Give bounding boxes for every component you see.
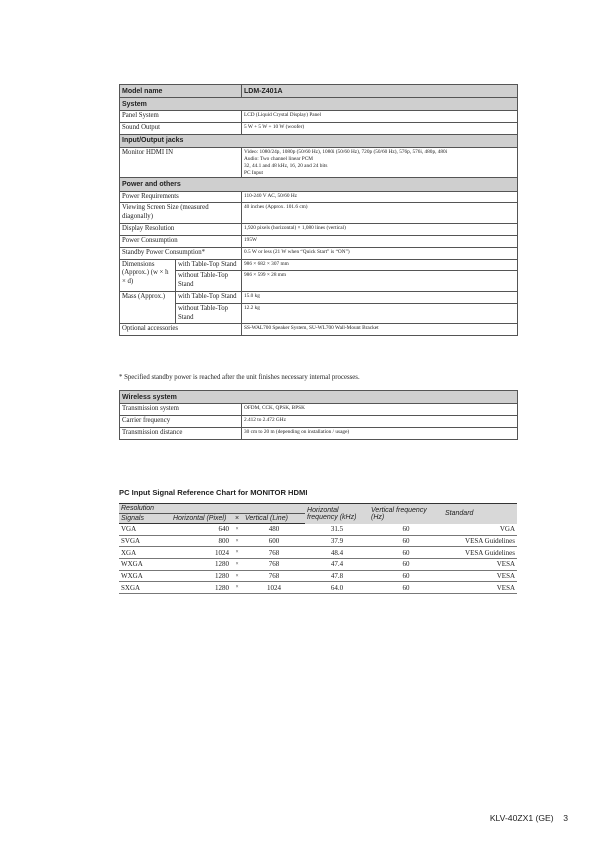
consumption-value: 195W — [242, 235, 518, 247]
optional-label: Optional accessories — [120, 324, 242, 336]
horizontal-frequency-cell: 47.8 — [330, 571, 344, 580]
page-number: 3 — [563, 813, 568, 823]
standard-cell: VESA — [496, 583, 516, 592]
times-cell: × — [235, 572, 239, 579]
table-row — [119, 582, 517, 594]
horizontal-pixel-cell: 640 — [218, 525, 229, 534]
dim-with-label: with Table-Top Stand — [176, 259, 242, 271]
viewing-label: Viewing Screen Size (measured diagonally) — [120, 203, 242, 224]
mass-without-row — [120, 303, 518, 324]
standard-cell: VESA Guidelines — [465, 548, 516, 557]
mass-without-label: without Table-Top Stand — [176, 303, 242, 324]
power-section — [120, 178, 518, 191]
times-cell: × — [235, 584, 239, 591]
req-value: 110-240 V AC, 50/60 Hz — [242, 191, 518, 203]
req-label: Power Requirements — [120, 191, 242, 203]
signal-cell: WXGA — [121, 571, 143, 580]
signal-cell: VGA — [121, 525, 137, 534]
optional-value: SS-WAL700 Speaker System, SU-WL700 Wall-Mount Bracket — [242, 324, 518, 336]
times-cell: × — [235, 561, 239, 568]
pc-chart-title: PC Input Signal Reference Chart for MONITOR HDMI — [119, 488, 308, 497]
dim-with-value: 986 × 682 × 307 mm — [242, 259, 518, 271]
freq-label: Carrier frequency — [120, 415, 242, 427]
vertical-line-cell: 600 — [268, 536, 280, 545]
tx-label: Transmission system — [120, 404, 242, 416]
hdmi-video: Video: 1080/24p, 1080p (50/60 Hz), 1080i (50/60 Hz), 720p (50/60 Hz), 576p, 576i, 480p, 480i — [244, 148, 448, 155]
viewing-row — [120, 203, 518, 224]
hdmi-row — [120, 147, 518, 178]
power-title: Power and others — [120, 178, 518, 191]
resolution-header: Resolution — [119, 504, 305, 514]
hdmi-pc-input: PC Input — [244, 169, 263, 176]
standby-label: Standby Power Consumption* — [120, 247, 242, 259]
standard-header: Standard — [443, 504, 517, 524]
standby-value: 0.5 W or less (21 W when “Quick Start” is “ON”) — [242, 247, 518, 259]
dist-label: Transmission distance — [120, 427, 242, 439]
display-label: Display Resolution — [120, 224, 242, 236]
vertical-line-cell: 768 — [268, 571, 280, 580]
horizontal-frequency-cell: 37.9 — [330, 536, 344, 545]
mass-with-row — [120, 291, 518, 303]
sound-label: Sound Output — [120, 123, 242, 135]
vertical-line-cell: 768 — [268, 560, 280, 569]
wireless-section — [120, 391, 518, 404]
horizontal-pixel-cell: 1280 — [215, 583, 229, 592]
system-section — [120, 98, 518, 111]
sound-value: 5 W + 5 W + 10 W (woofer) — [242, 123, 518, 135]
horizontal-pixel-cell: 1280 — [215, 560, 229, 569]
times-cell: × — [235, 526, 239, 533]
io-title: Input/Output jacks — [120, 134, 518, 147]
horizontal-pixel-cell: 800 — [218, 536, 229, 545]
consumption-row — [120, 235, 518, 247]
dim-without-label: without Table-Top Stand — [176, 271, 242, 292]
times-cell: × — [235, 537, 239, 544]
vertical-line-cell: 768 — [268, 548, 280, 557]
hdmi-value — [242, 147, 518, 178]
mass-without-value: 12.2 kg — [242, 303, 518, 324]
times-header: × — [231, 514, 243, 524]
standard-cell: VESA — [496, 560, 516, 569]
pc-signal-table — [119, 503, 517, 594]
panel-label: Panel System — [120, 111, 242, 123]
dimensions-label: Dimensions (Approx.) (w × h × d) — [120, 259, 176, 291]
horizontal-pixel-cell: 1024 — [215, 548, 229, 557]
vertical-frequency-cell: 60 — [402, 536, 410, 545]
times-cell: × — [235, 549, 239, 556]
display-value: 1,920 pixels (horizontal) × 1,080 lines (vertical) — [242, 224, 518, 236]
display-row — [120, 224, 518, 236]
signal-cell: WXGA — [121, 560, 143, 569]
dist-value: 30 cm to 20 m (depending on installation / usage) — [242, 427, 518, 439]
horizontal-frequency-cell: 48.4 — [330, 548, 344, 557]
system-title: System — [120, 98, 518, 111]
table-row — [119, 558, 517, 570]
signal-cell: SVGA — [121, 536, 141, 545]
standby-row — [120, 247, 518, 259]
io-section — [120, 134, 518, 147]
hdmi-audio: Audio: Two channel linear PCM — [244, 155, 313, 162]
req-row — [120, 191, 518, 203]
wireless-title: Wireless system — [120, 391, 518, 404]
freq-row — [120, 415, 518, 427]
horizontal-pixel-cell: 1280 — [215, 571, 229, 580]
vertical-frequency-cell: 60 — [402, 571, 410, 580]
vertical-frequency-cell: 60 — [402, 560, 410, 569]
vertical-line-cell: 1024 — [267, 583, 281, 592]
footer-model: KLV-40ZX1 (GE) — [489, 813, 554, 823]
vertical-frequency-cell: 60 — [402, 525, 410, 534]
dim-without-value: 986 × 599 × 28 mm — [242, 271, 518, 292]
viewing-value: 40 inches (Approx. 101.6 cm) — [242, 203, 518, 224]
mass-label: Mass (Approx.) — [120, 291, 176, 323]
dim-with-row — [120, 259, 518, 271]
page-footer — [490, 813, 568, 823]
vertical-frequency-header: Vertical frequency (Hz) — [369, 504, 443, 524]
table-row — [119, 535, 517, 547]
freq-value: 2.412 to 2.472 GHz — [242, 415, 518, 427]
dim-without-row — [120, 271, 518, 292]
standard-cell: VESA — [496, 571, 516, 580]
model-label: Model name — [120, 85, 242, 98]
tx-row — [120, 404, 518, 416]
table-row — [119, 547, 517, 559]
table-row — [119, 524, 517, 536]
horizontal-pixel-header: Horizontal (Pixel) — [171, 514, 231, 524]
horizontal-frequency-header: Horizontal frequency (kHz) — [305, 504, 369, 524]
pc-header-row-1 — [119, 504, 517, 514]
table-row — [119, 570, 517, 582]
panel-value: LCD (Liquid Crystal Display) Panel — [242, 111, 518, 123]
vertical-line-header: Vertical (Line) — [243, 514, 305, 524]
model-value: LDM-Z401A — [242, 85, 518, 98]
panel-row — [120, 111, 518, 123]
horizontal-frequency-cell: 47.4 — [330, 560, 344, 569]
standard-cell: VESA Guidelines — [465, 536, 516, 545]
model-row — [120, 85, 518, 98]
sound-row — [120, 123, 518, 135]
signal-cell: XGA — [121, 548, 137, 557]
wireless-table — [119, 390, 518, 440]
standby-footnote: * Specified standby power is reached after the unit finishes necessary internal processes. — [119, 374, 360, 381]
vertical-frequency-cell: 60 — [402, 583, 410, 592]
dist-row — [120, 427, 518, 439]
signal-cell: SXGA — [121, 583, 141, 592]
mass-with-value: 15.0 kg — [242, 291, 518, 303]
hdmi-label: Monitor HDMI IN — [120, 147, 242, 178]
spec-table — [119, 84, 518, 336]
horizontal-frequency-cell: 64.0 — [330, 583, 344, 592]
vertical-line-cell: 480 — [268, 525, 280, 534]
consumption-label: Power Consumption — [120, 235, 242, 247]
tx-value: OFDM, CCK, QPSK, BPSK — [242, 404, 518, 416]
signals-header: Signals — [119, 514, 171, 524]
hdmi-sampling: 32, 44.1 and 48 kHz, 16, 20 and 24 bits — [244, 162, 328, 169]
mass-with-label: with Table-Top Stand — [176, 291, 242, 303]
optional-row — [120, 324, 518, 336]
vertical-frequency-cell: 60 — [402, 548, 410, 557]
standard-cell: VGA — [499, 525, 516, 534]
horizontal-frequency-cell: 31.5 — [330, 525, 344, 534]
